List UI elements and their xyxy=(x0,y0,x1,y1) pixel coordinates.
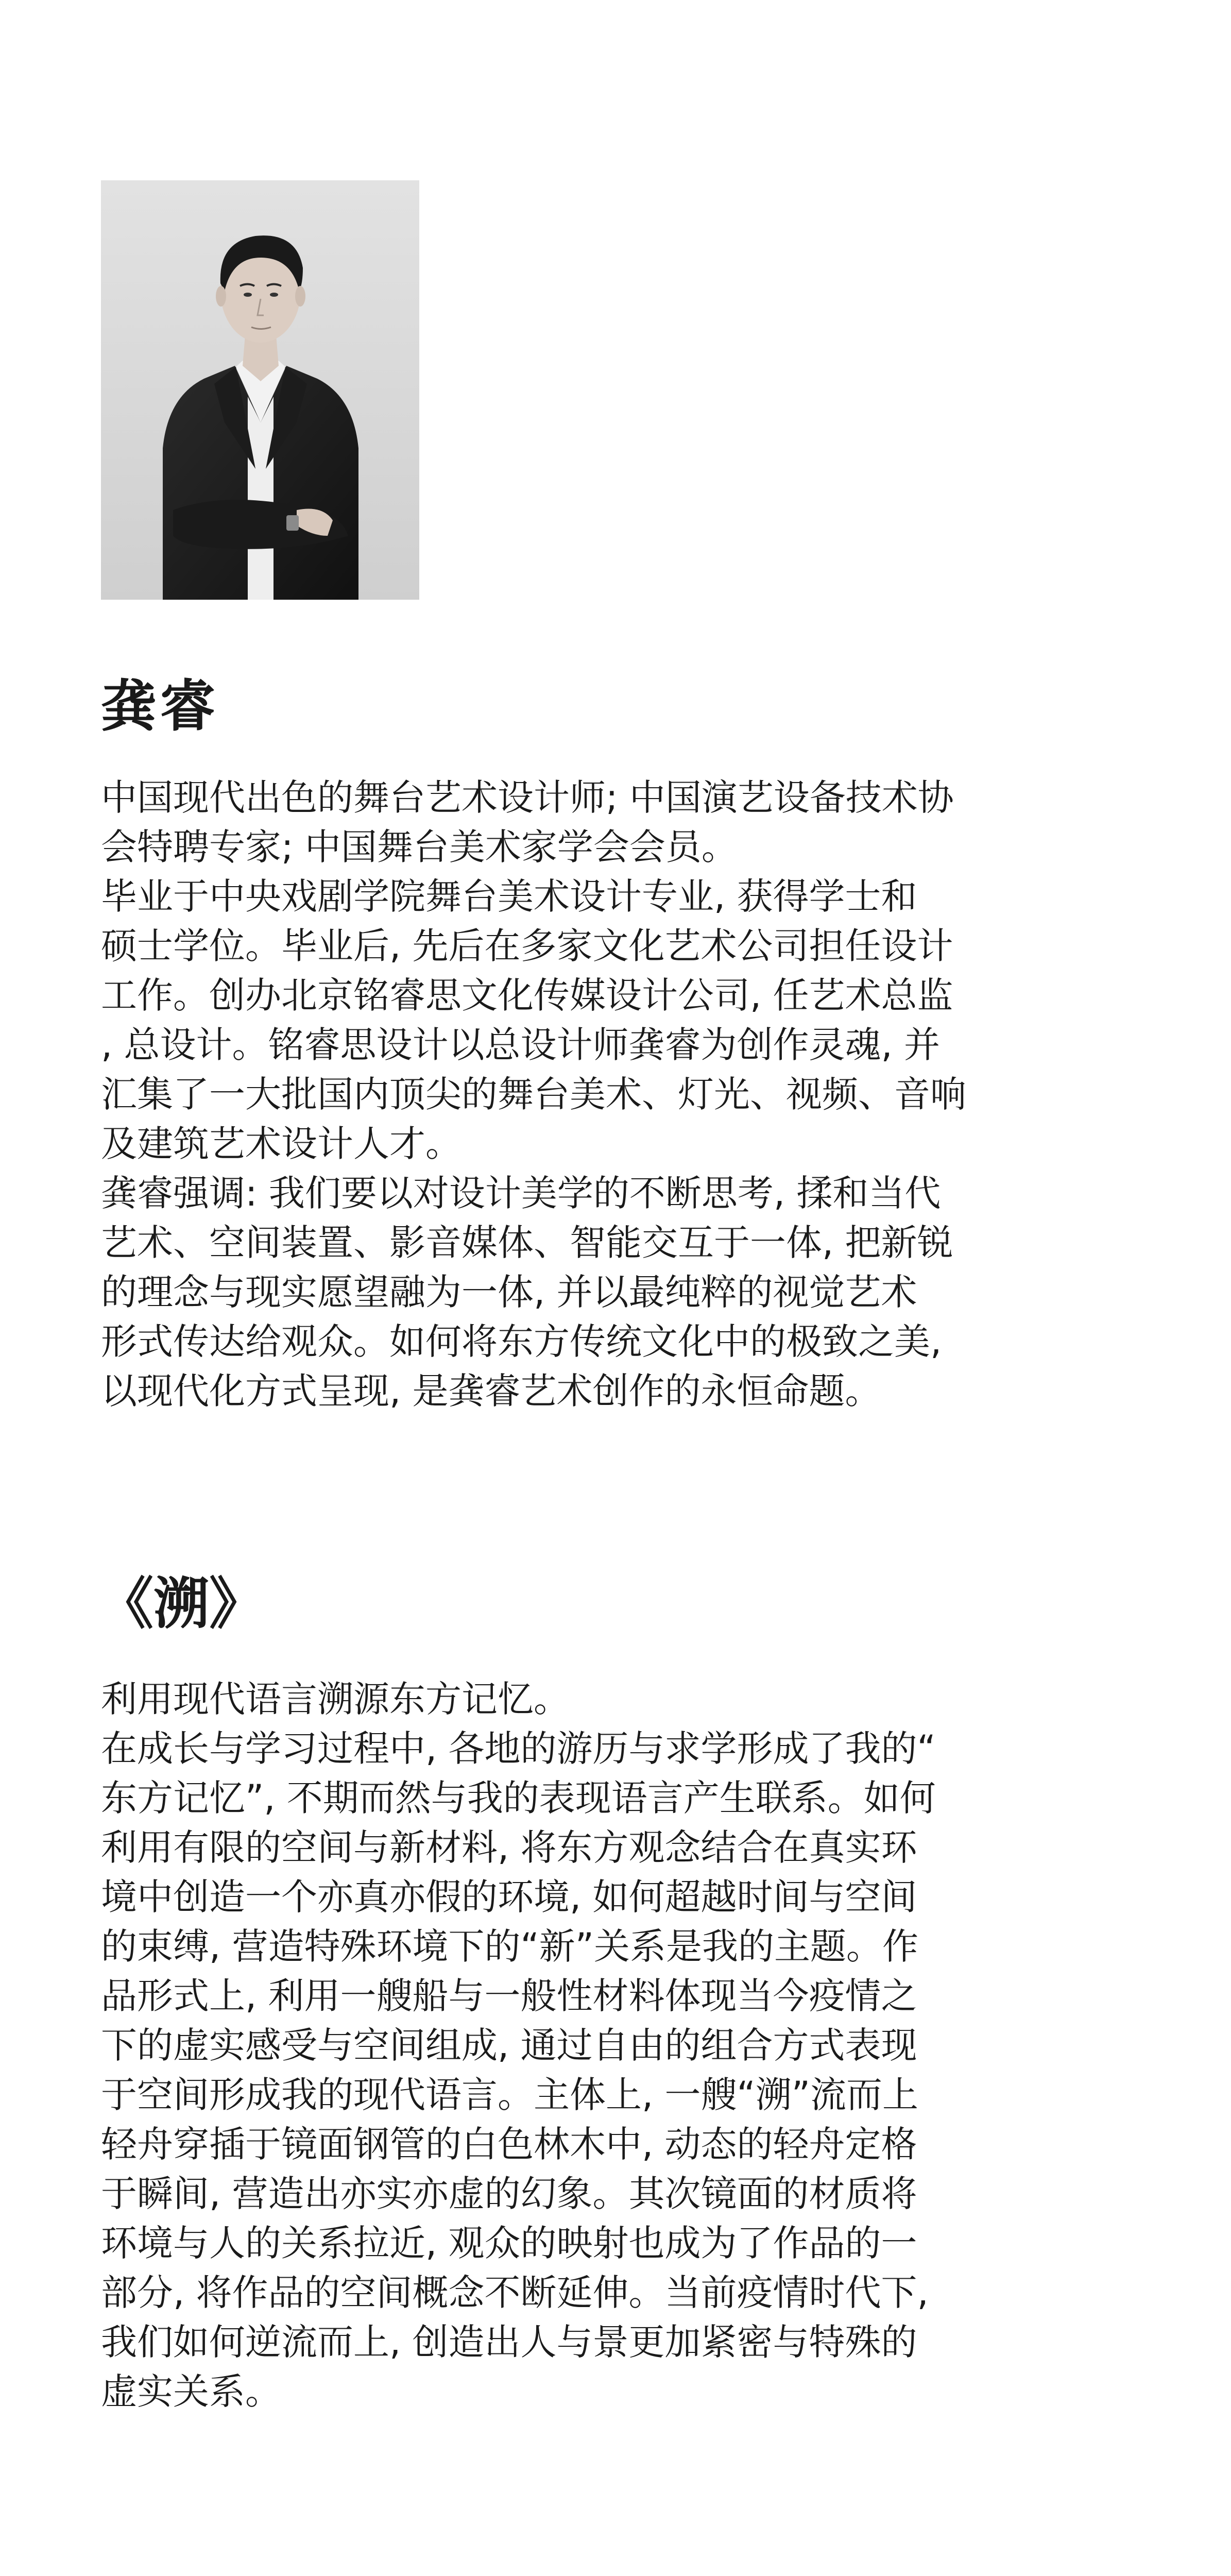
work-paragraph: 在成长与学习过程中, 各地的游历与求学形成了我的“ 东方记忆”, 不期而然与我的表现语言产生联系。如何 利用有限的空间与新材料, 将东方观念结合在真实环 境中创造一个亦真亦假的环境, 如何超越时间与空间 的束缚, 营造特殊环境下的“新”关系是我的主题。作 品形式上, 利用一艘船与一般性材料体现当今疫情之 下的虚实感受与空间组成, 通过自由的组合方式表现 于空间形成我的现代语言。主体上, 一艘“溯”流而上 轻舟穿插于镜面钢管的白色林木中, 动态的轻舟定格 于瞬间, 营造出亦实亦虚的幻象。其次镜面的材质将 环境与人的关系拉近, 观众的映射也成为了作品的一 部分, 将作品的空间概念不断延伸。当前疫情时代下, 我们如何逆流而上, 创造出人与景更加紧密与特殊的 虚实关系。 xyxy=(101,1727,936,2413)
work-paragraph: 利用现代语言溯源东方记忆。 xyxy=(101,1678,570,1720)
bio-paragraph: 龚睿强调: 我们要以对设计美学的不断思考, 揉和当代 艺术、空间装置、影音媒体、智能交互于一体, 把新锐 的理念与现实愿望融为一体, 并以最纯粹的视觉艺术 形式传达给观众。如何将东方传统文化中的极致之美, 以现代化方式呈现, 是龚睿艺术创作的永恒命题。 xyxy=(101,1172,953,1412)
work-description xyxy=(101,1674,1038,2416)
bio-paragraph: 中国现代出色的舞台艺术设计师; 中国演艺设备技术协 会特聘专家; 中国舞台美术家学会会员。 xyxy=(101,776,954,868)
work-title: 《溯》 xyxy=(98,1572,265,1636)
bio-paragraph: 毕业于中央戏剧学院舞台美术设计专业, 获得学士和 硕士学位。毕业后, 先后在多家文化艺术公司担任设计 工作。创办北京铭睿思文化传媒设计公司, 任艺术总监 , 总设计。铭睿思设计以总设计师龚睿为创作灵魂, 并 汇集了一大批国内顶尖的舞台美术、灯光、视频、音响 及建筑艺术设计人才。 xyxy=(101,875,966,1165)
portrait-illustration xyxy=(101,180,419,600)
designer-portrait-photo xyxy=(101,180,419,600)
designer-biography xyxy=(101,773,1038,1416)
designer-name: 龚睿 xyxy=(101,674,219,739)
